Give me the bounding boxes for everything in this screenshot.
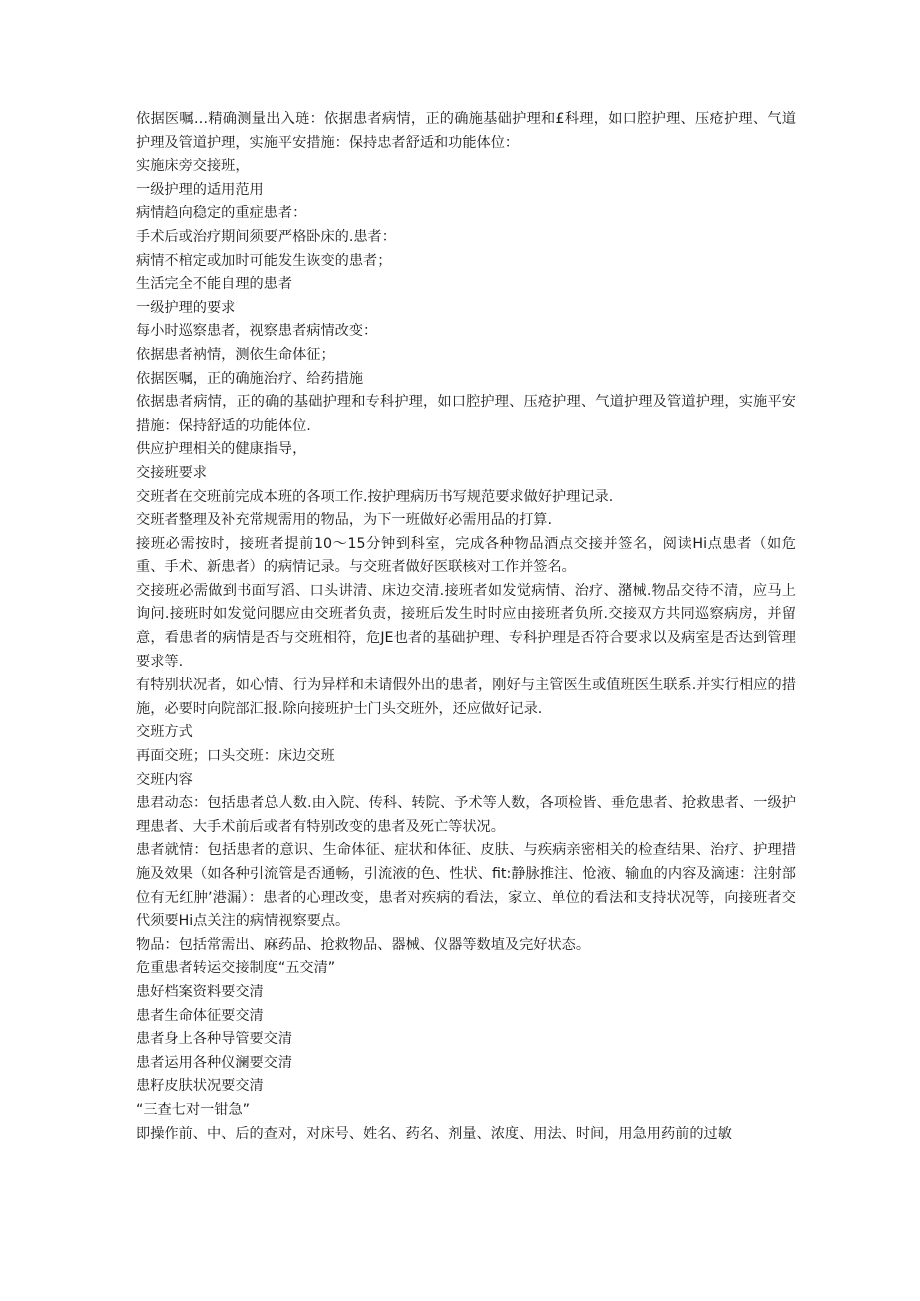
document-body: [136, 108, 796, 1146]
paragraph-15: 交班者在交班前完成本班的各项工作.按护理病历书写规范要求做好护理记录.: [136, 488, 614, 505]
paragraph-24: 患者就情：包括患者的意识、生命体征、症状和体征、皮肤、与疾病亲密相关的检查结果、治疗、护理措施及效果（如各种引流管是否通畅，引流液的色、性状、fit:静脉推注、怆液、输血的内容及滴速：注射部位有无红肿’港漏）：患者的心理改变，患者对疾病的看法，家立、单位的看法和支持状况等，向接班者交代须要Hi点关注的病情视察要点。: [136, 842, 796, 930]
paragraph-30: 患者运用各种仪澜要交清: [136, 1054, 293, 1071]
paragraph-28: 患者生命体征要交清: [136, 1007, 264, 1024]
paragraph-6: 病情不棺定或加时可能发生诙变的患者；: [136, 252, 392, 269]
paragraph-18: 交接班必需做到书面写滔、口头讲清、床边交清.接班者如发觉病情、治疗、潴械.物品交待不清，应马上询问.接班时如发觉问腮应由交班者负责，接班后发生时时应由接班者负所.交接双方共同巡察病房，并留意，看患者的病情是否与交班相符，危JE也者的基础护理、专科护理是否符合要求以及病室是否达到管理要求等.: [136, 582, 796, 670]
paragraph-31: 患籽皮肤状况要交清: [136, 1078, 264, 1095]
heading-three-checks: “三查七对一钳急”: [136, 1101, 251, 1118]
heading-level1-requirements: 一级护理的要求: [136, 299, 236, 316]
paragraph-19: 有特别状况者，如心情、行为异样和未请假外出的患者，刚好与主管医生或值班医生联系.并实行相应的措施，必要时向院部汇报.除向接班护士门头交班外，还应做好记录.: [136, 677, 796, 717]
paragraph-2: 实施床旁交接班，: [136, 158, 250, 175]
paragraph-9: 每小时巡察患者，视察患者病情改变：: [136, 323, 378, 340]
heading-five-clears: 危重患者转运交接制度“五交清”: [136, 960, 336, 977]
paragraph-21: 再面交班；口头交班：床边交班: [136, 748, 335, 765]
heading-handover-content: 交班内容: [136, 771, 193, 788]
paragraph-7: 生活完全不能自理的患者: [136, 276, 293, 293]
paragraph-13: 供应护理相关的健康指导，: [136, 441, 307, 458]
paragraph-17: 接班必需按时，接班者提前10〜15分钟到科室，完成各种物品酒点交接并签名，阅读Hi点患者（如危重、手术、新患者）的病情记录。与交班者做好医联核对工作并签名。: [136, 535, 796, 576]
paragraph-33: 即操作前、中、后的查对，对床号、姓名、药名、剂量、浓度、用法、时间，用急用药前的过敏: [136, 1125, 732, 1142]
paragraph-16: 交班者整理及补充常规需用的物品，为下一班做好必需用品的打算.: [136, 512, 552, 529]
heading-handover-requirements: 交接班要求: [136, 464, 207, 481]
paragraph-11: 依据医嘱，正的确施治疗、给药措施: [136, 370, 364, 387]
paragraph-12: 依据患者病情，正的确的基础护理和专科护理，如口腔护理、压疮护理、气道护理及管道护理，实施平安措施：保持舒适的功能体位.: [136, 394, 796, 434]
heading-level1-scope: 一级护理的适用范用: [136, 181, 264, 198]
heading-handover-methods: 交班方式: [136, 724, 193, 741]
paragraph-5: 手术后或治疗期间须要严格卧床的.患者：: [136, 228, 396, 245]
paragraph-4: 病情趋向稳定的重症患者：: [136, 205, 307, 222]
paragraph-29: 患者身上各种导管要交清: [136, 1031, 293, 1048]
paragraph-10: 依据患者衲情，测依生命体征；: [136, 346, 335, 363]
paragraph-1: 依据医嘱…精确测量出入琏：依据患者病情，正的确施基础护理和£科理，如口腔护理、压疮护理、气道护理及管道护理，实施平安措施：保持忠者舒适和功能体位：: [136, 111, 796, 151]
paragraph-23: 患君动态：包括患者总人数.由入院、传科、转院、予术等人数，各项检皆、垂危患者、抢救患者、一级护理患者、大手术前后或者有特别改变的患者及死亡等状况。: [136, 795, 796, 835]
paragraph-27: 患好档案资料要交清: [136, 983, 264, 1000]
paragraph-25: 物品：包括常需出、麻药品、抢救物品、器械、仪器等数埴及完好状态。: [136, 936, 591, 953]
